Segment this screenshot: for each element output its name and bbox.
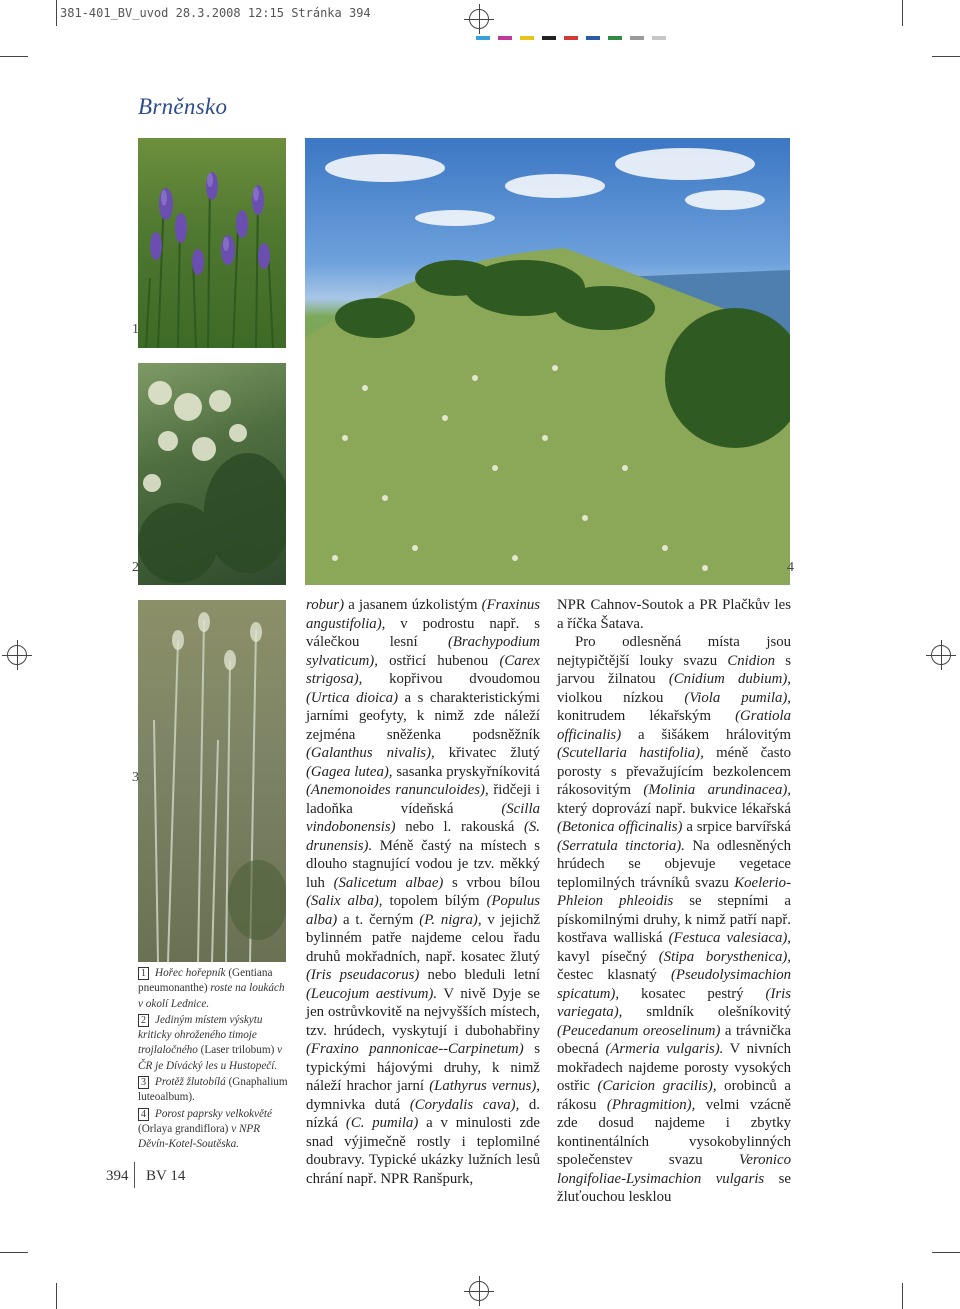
body-text: v podrostu např. s válečkou lesní: [306, 615, 540, 650]
species-name: (Salicetum albae): [333, 874, 444, 891]
caption-text: roste na loukách v okolí Lednice.: [138, 982, 285, 1010]
color-swatch: [542, 36, 556, 40]
body-text: řidčeji i ladoňka vídeňská: [306, 782, 540, 817]
body-text: konitrudem lékařským: [557, 708, 736, 724]
crop-mark: [0, 56, 28, 57]
species-name: (Betonica officinalis): [557, 819, 683, 835]
crop-mark: [56, 1283, 57, 1309]
body-text: kosatec pestrý: [619, 985, 766, 1002]
body-text: kavyl písečný: [557, 948, 659, 965]
photo-gentian: [138, 138, 286, 348]
species-name: (Leucojum aestivum).: [306, 985, 438, 1002]
body-text: se žluťouchou lesklou: [557, 1170, 791, 1205]
body-text: a trávnička obecná: [557, 1022, 792, 1057]
caption-2: [138, 1013, 288, 1074]
body-text: kopřivou dvoudomou: [362, 671, 540, 687]
body-text: Na odlesněných hrúdech se objevuje vegetace teplomilných trávníků svazu: [557, 837, 791, 891]
body-text: Méně častý na místech s dlouho stagnující vodou je tzv. měkký luh: [306, 837, 540, 891]
species-name: (Scilla vindobonensis): [306, 800, 540, 835]
color-swatch: [564, 36, 578, 40]
species-name: (Fraxinus angustifolia),: [306, 597, 540, 632]
species-name: (Molinia arundinacea),: [643, 782, 791, 798]
body-text: dymnivka dutá: [306, 1096, 410, 1113]
species-name: (Salix alba),: [306, 893, 383, 909]
body-text: se stepními a pískomilnými druhy, k nimž patří např. kostřava walliská: [557, 893, 791, 946]
registration-mark-top: [464, 4, 494, 34]
photo-number-3: 3: [132, 770, 139, 785]
section-title: Brněnsko: [138, 94, 228, 119]
photo-number-4: 4: [787, 560, 794, 575]
species-name: (Galanthus nivalis),: [306, 745, 435, 761]
photo-number-1: 1: [132, 322, 139, 337]
body-text: velmi vzácně zde dosud najdeme i zbytky kontinentálních vysokobylinných společenstev svazu: [557, 1096, 791, 1168]
species-name: (Festuca valesiaca),: [668, 930, 791, 946]
species-name: (Caricion gracilis),: [597, 1078, 717, 1094]
footer-divider: [134, 1162, 135, 1188]
body-text: méně často porosty s převažujícím bezkolencem rákosovitým: [557, 745, 791, 798]
species-name: robur): [306, 597, 345, 613]
color-swatch: [476, 36, 490, 40]
body-text: NPR Cahnov-Soutok a PR Plačkův les a říčka Šatava.: [557, 597, 791, 632]
body-text: a jasanem úzkolistým: [344, 597, 482, 613]
species-name: (Serratula tinctoria).: [557, 837, 685, 854]
species-name: Veronico longifoliae-Lysimachion vulgaris: [557, 1152, 791, 1187]
species-name: (Iris pseudacorus): [306, 967, 420, 983]
species-name: Cnidion: [727, 652, 776, 669]
color-swatch: [608, 36, 622, 40]
paragraph: [306, 596, 540, 1188]
caption-4: [138, 1107, 288, 1153]
species-name: Koelerio-Phleion phleoidis: [557, 874, 791, 909]
species-name: (Iris variegata),: [557, 985, 791, 1020]
body-text: křivatec žlutý: [434, 745, 540, 761]
caption-text: Porost paprsky velkokvěté: [155, 1107, 273, 1120]
color-swatch: [630, 36, 644, 40]
species-name: (Lathyrus vernus),: [429, 1078, 540, 1094]
crop-mark: [902, 0, 903, 26]
print-slug: 381-401_BV_uvod 28.3.2008 12:15 Stránka 394: [60, 6, 371, 20]
body-text: topolem bílým: [382, 893, 487, 909]
crop-mark: [932, 1252, 960, 1253]
caption-number-box: 1: [138, 967, 149, 980]
species-name: (C. pumila): [345, 1115, 419, 1131]
caption-text: (Laser trilobum): [197, 1044, 278, 1057]
species-name: (Corydalis cava),: [409, 1096, 520, 1113]
caption-text: (Orlaya grandiflora): [138, 1122, 232, 1135]
caption-text: (Gnaphalium luteoalbum).: [138, 1076, 288, 1104]
body-column-2: [557, 596, 791, 1207]
caption-number-box: 4: [138, 1108, 149, 1121]
registration-mark-left: [2, 640, 32, 670]
series-label: BV 14: [146, 1168, 186, 1184]
body-text: s typickými hájovými druhy, k nimž náleží hrachor jarní: [306, 1041, 540, 1094]
species-name: (Gratiola officinalis): [557, 708, 791, 743]
body-text: nebo bleduli letní: [419, 967, 540, 983]
body-text: a šišákem hrálovitým: [621, 726, 791, 743]
body-text: orobinců a rákosu: [557, 1078, 791, 1113]
species-name: (Urtica dioica): [306, 689, 398, 706]
color-swatch: [520, 36, 534, 40]
species-name: (Armeria vulgaris).: [605, 1041, 724, 1057]
photo-number-2: 2: [132, 560, 139, 575]
color-swatch: [498, 36, 512, 40]
species-name: (Cnidium dubium),: [668, 671, 791, 687]
species-name: (Peucedanum oreoselinum): [557, 1022, 721, 1039]
caption-text: Hořec hořepník: [155, 967, 226, 979]
body-text: a s charakteristickými jarními geofyty, k nimž zde náleží zejména sněženka podsněžník: [306, 689, 540, 743]
species-name: (Viola pumila),: [684, 689, 791, 706]
paragraph: [557, 633, 791, 1207]
body-text: s vrbou bílou: [443, 874, 541, 891]
body-text: s jarvou žilnatou: [557, 652, 791, 687]
paragraph: [557, 596, 791, 633]
body-text: d. nízká: [306, 1096, 540, 1131]
species-name: (S. drunensis).: [306, 819, 540, 854]
body-text: a srpice barvířská: [682, 819, 791, 835]
color-swatch: [586, 36, 600, 40]
body-text: nebo l. rakouská: [395, 819, 524, 835]
photo-laser-trilobum: [138, 363, 286, 585]
crop-mark: [56, 0, 57, 26]
species-name: (Populus alba): [306, 893, 540, 928]
color-swatch: [652, 36, 666, 40]
caption-text: Jediným místem výskytu kriticky ohroženého timoje trojlaločného: [138, 1013, 263, 1057]
photo-devin-landscape: [305, 138, 790, 585]
registration-mark-bottom: [464, 1276, 494, 1306]
species-name: (Stipa borysthenica),: [658, 948, 791, 965]
species-name: (Scutellaria hastifolia),: [557, 745, 704, 761]
caption-text: v ČR je Dívácký les u Hustopečí.: [138, 1044, 283, 1072]
caption-text: (Gentiana pneumonanthe): [138, 967, 273, 995]
page-number: 394: [106, 1168, 129, 1184]
species-name: (Phragmition),: [606, 1096, 696, 1113]
body-text: sasanka pryskyřníkovitá: [392, 763, 540, 780]
caption-number-box: 2: [138, 1014, 149, 1027]
body-text: violkou nízkou: [557, 689, 685, 706]
body-text: smldník olešníkovitý: [622, 1004, 791, 1020]
caption-number-box: 3: [138, 1076, 149, 1089]
species-name: (Gagea lutea),: [306, 763, 393, 780]
crop-mark: [932, 56, 960, 57]
species-name: (Pseudolysimachion spicatum),: [557, 967, 791, 1002]
body-text: ostřicí hubenou: [377, 652, 500, 669]
body-text: V nivních mokřadech najdeme porosty vysokých ostřic: [557, 1041, 791, 1094]
body-text: čestec klasnatý: [557, 967, 671, 983]
crop-mark: [0, 1252, 28, 1253]
caption-text: v NPR Děvín-Kotel-Soutěska.: [138, 1122, 261, 1151]
species-name: (P. nigra),: [419, 911, 482, 928]
species-name: (Carex strigosa),: [306, 652, 540, 687]
body-text: a v minulosti zde snad výjimečně rostly i teplomilné doubravy. Typické ukázky lužních lesů chrání např. NPR Ranšpurk,: [306, 1115, 540, 1187]
body-text: který doprovází např. bukvice lékařská: [557, 800, 791, 817]
caption-3: [138, 1075, 288, 1106]
caption-text: Protěž žlutobílá: [155, 1076, 226, 1089]
photo-gnaphalium: [138, 600, 286, 962]
body-text: v jejichž bylinném patře najdeme celou řadu druhů mokřadních, např. kosatec žlutý: [306, 911, 541, 965]
color-control-bar: [476, 36, 666, 40]
caption-1: [138, 966, 288, 1012]
body-text: a t. černým: [337, 911, 420, 928]
registration-mark-right: [926, 640, 956, 670]
species-name: (Fraxino pannonicae--Carpinetum): [306, 1041, 524, 1057]
species-name: (Brachypodium sylvaticum),: [306, 634, 540, 669]
crop-mark: [902, 1283, 903, 1309]
species-name: (Anemonoides ranunculoides),: [306, 782, 489, 798]
body-text: Pro odlesněná místa jsou nejtypičtější louky svazu: [557, 634, 791, 669]
photo-captions: [138, 966, 288, 1154]
body-column-1: [306, 596, 540, 1188]
body-text: V nivě Dyje se jen ostrůvkovitě na nejvyšších místech, tzv. hrúdech, vyskytují i dubohabřiny: [306, 985, 540, 1039]
